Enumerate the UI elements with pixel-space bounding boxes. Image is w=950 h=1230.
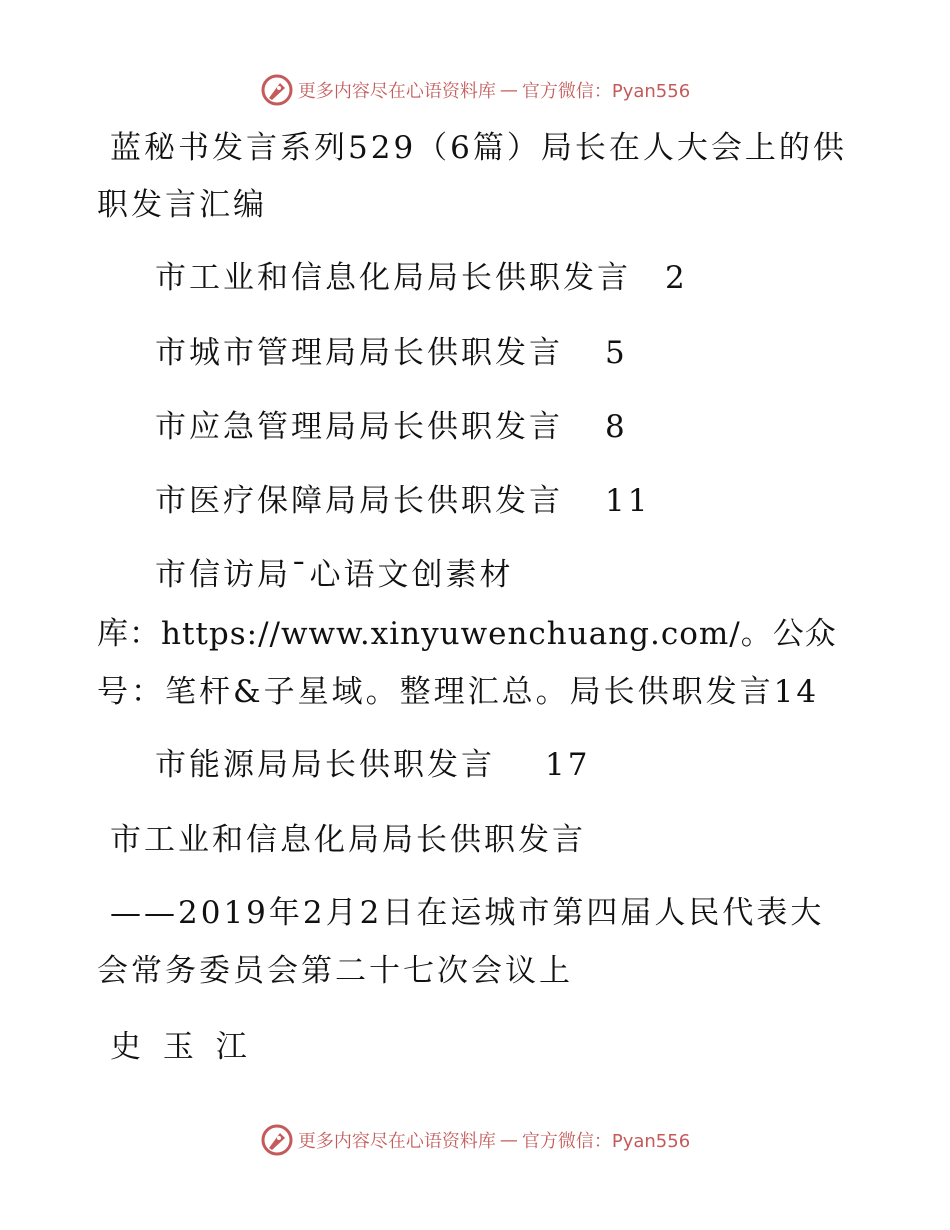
banner-separator: — (499, 1129, 518, 1151)
banner-wechat: 官方微信：Pyan556 (521, 1131, 691, 1152)
pen-nib-logo-icon (260, 1123, 294, 1157)
toc-item-page: 2 (665, 260, 688, 296)
toc-item-page: 11 (605, 483, 651, 519)
doc-title-line-2: 职发言汇编 (97, 187, 267, 223)
header-banner (0, 70, 950, 110)
section-subtitle-line-1: ——2019年2月2日在运城市第四届人民代表大 (110, 895, 825, 931)
toc-item-label: 市工业和信息化局局长供职发言 (155, 260, 631, 296)
toc-item-page: 17 (545, 747, 591, 783)
toc-item-5-line-3: 号：笔杆&子星域。整理汇总。局长供职发言14 (97, 674, 820, 710)
banner-text: 更多内容尽在心语资料库 (297, 81, 496, 102)
doc-title-line-1: 蓝秘书发言系列529（6篇）局长在人大会上的供 (110, 130, 847, 166)
toc-item-2 (155, 333, 628, 373)
toc-item-5-line-1: 市信访局¯心语文创素材 (155, 557, 514, 593)
section-title: 市工业和信息化局局长供职发言 (110, 822, 586, 858)
toc-item-label: 市能源局局长供职发言 (155, 747, 495, 783)
toc-item-label: 市医疗保障局局长供职发言 (155, 483, 563, 519)
toc-item-4 (155, 481, 650, 521)
toc-item-6 (155, 745, 590, 785)
banner-text: 更多内容尽在心语资料库 (297, 1131, 496, 1152)
toc-item-3 (155, 407, 628, 447)
section-subtitle-line-2: 会常务委员会第二十七次会议上 (97, 953, 573, 989)
toc-item-label: 市应急管理局局长供职发言 (155, 409, 563, 445)
pen-nib-logo-icon (260, 73, 294, 107)
toc-item-5-line-2: 库：https://www.xinyuwenchuang.com/。公众 (97, 616, 837, 652)
toc-item-page: 8 (605, 409, 628, 445)
footer-banner (0, 1120, 950, 1160)
banner-separator: — (499, 79, 518, 101)
toc-item-page: 5 (605, 335, 628, 371)
toc-item-label: 市城市管理局局长供职发言 (155, 335, 563, 371)
toc-item-1 (155, 258, 688, 298)
author-name: 史 玉 江 (110, 1029, 253, 1065)
banner-wechat: 官方微信：Pyan556 (521, 81, 691, 102)
